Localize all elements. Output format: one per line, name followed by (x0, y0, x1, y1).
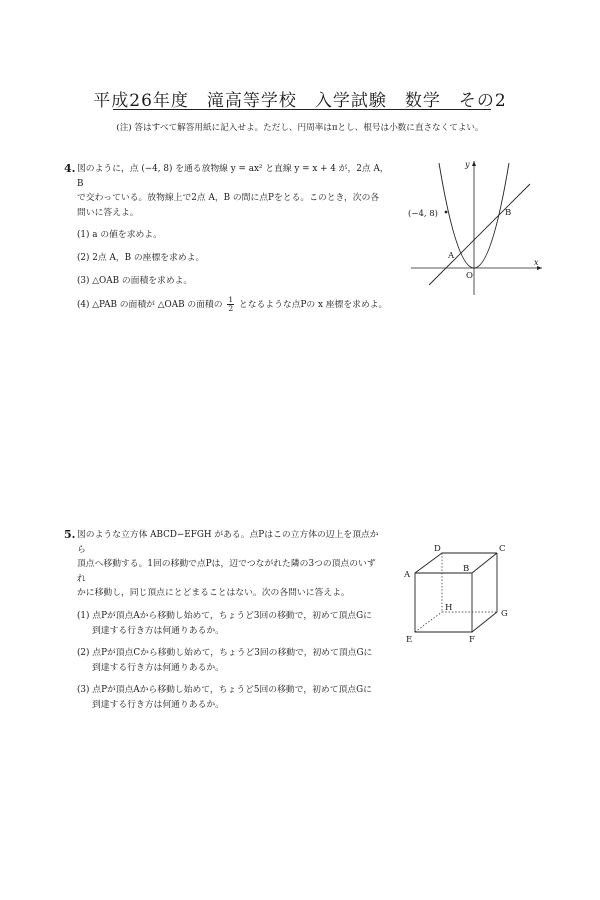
cube-figure (400, 540, 525, 650)
edge-AD (415, 553, 442, 573)
question-text-line-2: 到達する行き方は何通りあるか。 (92, 625, 224, 636)
question-label: (2) (77, 252, 90, 263)
vertex-H: H (445, 603, 453, 613)
question-text: 2点 A，B の座標を求めよ。 (92, 252, 205, 263)
page-title: 平成26年度 滝高等学校 入学試験 数学 その2 (93, 91, 507, 111)
question-text: a の値を求めよ。 (92, 230, 162, 241)
question-label: (3) (77, 685, 90, 696)
straight-line (429, 184, 530, 285)
label-O: O (466, 271, 473, 281)
point-minus4-8-label: (−4, 8) (408, 209, 438, 219)
problem-5-question-3 (64, 683, 384, 712)
problem-4 (64, 162, 389, 313)
problem-5-stem-line-2: 頂点へ移動する。1回の移動で点Pは，辺でつながれた隣の3つの頂点のいずれ (77, 559, 376, 584)
question-text-line-1: 点Pが頂点Aから移動し始めて，ちょうど3回の移動で，初めて頂点Gに (92, 610, 372, 621)
question-label: (4) (77, 300, 90, 311)
problem-5 (64, 528, 384, 713)
y-axis-arrow (472, 161, 476, 166)
exam-note: (注) 答はすべて解答用紙に記入せよ。ただし、円周率はπとし、根号は小数に直さなくてよい。 (116, 123, 484, 133)
vertex-D: D (434, 544, 441, 554)
problem-5-stem (77, 528, 384, 601)
edge-FG (472, 612, 497, 632)
edge-BC (472, 553, 497, 573)
vertex-E: E (406, 635, 413, 645)
question-label: (1) (77, 230, 90, 241)
problem-4-stem-line-1: 図のように，点 (−4, 8) を通る放物線 y = ax² と直線 y = x + 4 が，2点 A，B (77, 164, 389, 189)
question-text-line-2: 到達する行き方は何通りあるか。 (92, 699, 224, 710)
problem-5-question-2 (64, 646, 384, 675)
label-y-axis: y (465, 160, 470, 169)
cube-front-face (415, 573, 472, 632)
problem-4-stem (77, 162, 389, 220)
fraction (227, 296, 234, 313)
label-x-axis: x (534, 258, 539, 267)
parabola-line-figure (405, 155, 550, 300)
problem-4-question-3 (64, 274, 389, 289)
problem-4-question-2 (64, 251, 389, 266)
problem-5-stem-line-3: かに移動し，同じ頂点にとどまることはない。次の各問いに答えよ。 (77, 588, 350, 599)
fraction-denominator: 2 (228, 304, 234, 314)
problem-4-question-1 (64, 228, 389, 243)
question-text-line-1: 点Pが頂点Cから移動し始めて，ちょうど3回の移動で，初めて頂点Gに (92, 648, 373, 659)
edge-EH-hidden (415, 612, 442, 632)
problem-5-number: 5. (64, 528, 76, 541)
question-text-after: となるような点Pの x 座標を求めよ。 (238, 300, 388, 311)
vertex-B: B (463, 564, 470, 574)
problem-5-question-1 (64, 609, 384, 638)
point-minus4-8 (445, 211, 448, 214)
fraction-numerator: 1 (228, 295, 234, 305)
problem-4-stem-line-2: で交わっている。放物線上で2点 A，B の間に点Pをとる。このとき，次の各 (77, 193, 380, 204)
question-text-before: △PAB の面積が △OAB の面積の (92, 300, 223, 311)
problem-4-number: 4. (64, 162, 76, 175)
title-underline (113, 109, 491, 110)
vertex-A: A (404, 570, 411, 580)
label-A: A (448, 251, 455, 261)
question-text-line-2: 到達する行き方は何通りあるか。 (92, 662, 224, 673)
vertex-C: C (499, 544, 506, 554)
problem-4-question-4 (64, 296, 389, 313)
question-label: (2) (77, 648, 90, 659)
question-text: △OAB の面積を求めよ。 (92, 275, 193, 286)
question-label: (1) (77, 610, 90, 621)
vertex-G: G (501, 609, 508, 619)
problem-4-stem-line-3: 問いに答えよ。 (77, 207, 139, 218)
label-B: B (505, 208, 512, 218)
question-text-line-1: 点Pが頂点Aから移動し始めて，ちょうど5回の移動で，初めて頂点Gに (92, 685, 372, 696)
problem-5-stem-line-1: 図のような立方体 ABCD−EFGH がある。点Pはこの立方体の辺上を頂点から (77, 530, 379, 555)
vertex-F: F (469, 635, 475, 645)
question-label: (3) (77, 275, 90, 286)
